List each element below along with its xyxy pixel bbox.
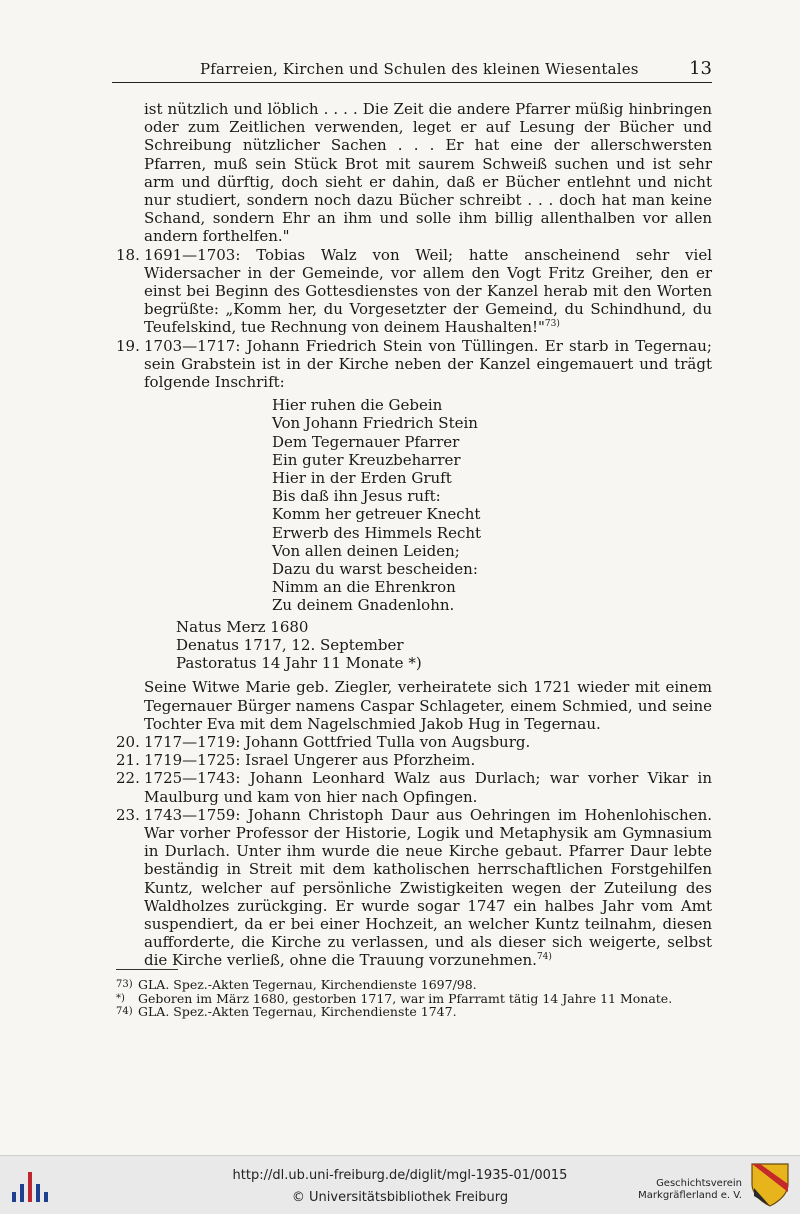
permalink-url[interactable]: http://dl.ub.uni-freiburg.de/diglit/mgl-1935-01/0015	[232, 1168, 568, 1183]
entry-number: 18.	[116, 245, 140, 264]
poem-line: Dem Tegernauer Pfarrer	[272, 432, 460, 451]
latin-line: Pastoratus 14 Jahr 11 Monate *)	[176, 654, 422, 673]
footnote-rule	[116, 969, 178, 970]
poem-line: Bis daß ihn Jesus ruft:	[272, 487, 441, 506]
entry-text: 1725—1743: Johann Leonhard Walz aus Durlach; war vorher Vikar in Maulburg und kam von hier nach Opfingen.	[144, 769, 712, 806]
entry-number: 23.	[116, 805, 140, 824]
coat-of-arms-icon[interactable]	[750, 1162, 790, 1208]
footnote	[116, 992, 716, 1006]
viewer-footer	[0, 1155, 800, 1214]
main-text	[116, 100, 712, 970]
entry-22	[116, 769, 712, 805]
poem-line: Hier ruhen die Gebein	[272, 396, 443, 415]
footnote	[116, 1005, 716, 1019]
poem-line: Dazu du warst bescheiden:	[272, 560, 478, 579]
poem-line: Hier in der Erden Gruft	[272, 469, 452, 488]
society-line: Geschichtsverein	[656, 1178, 742, 1189]
footnote-text: GLA. Spez.-Akten Tegernau, Kirchendienste 1747.	[138, 1004, 457, 1019]
footnote-text: Geboren im März 1680, gestorben 1717, war im Pfarramt tätig 14 Jahre 11 Monate.	[138, 990, 673, 1006]
entry-number: 20.	[116, 732, 140, 751]
entry-text: 1717—1719: Johann Gottfried Tulla von Augsburg.	[144, 732, 531, 751]
footnote-mark: 73)	[116, 979, 133, 990]
entry-text: 1719—1725: Israel Ungerer aus Pforzheim.	[144, 751, 476, 770]
footnote-ref: 73)	[544, 319, 560, 330]
latin-line: Denatus 1717, 12. September	[176, 635, 404, 654]
footnote	[116, 978, 716, 992]
latin-line: Natus Merz 1680	[176, 617, 309, 636]
footnotes	[116, 978, 716, 1019]
poem-line: Von allen deinen Leiden;	[272, 541, 460, 560]
entry-18	[116, 246, 712, 337]
entry-number: 22.	[116, 769, 140, 788]
entry-number: 19.	[116, 336, 140, 355]
poem-line: Erwerb des Himmels Recht	[272, 523, 482, 542]
poem-line: Ein guter Kreuzbeharrer	[272, 450, 461, 469]
poem-line: Von Johann Friedrich Stein	[272, 414, 478, 433]
entry-19	[116, 337, 712, 392]
society-line: Markgräflerland e. V.	[638, 1190, 742, 1201]
entry-21	[116, 751, 712, 769]
footnote-ref: 74)	[536, 952, 552, 963]
poem-line: Zu deinem Gnadenlohn.	[272, 596, 455, 615]
poem-line: Nimm an die Ehrenkron	[272, 578, 456, 597]
widow-paragraph: Seine Witwe Marie geb. Ziegler, verheiratete sich 1721 wieder mit einem Tegernauer Bürger namens Caspar Schlageter, einem Schmied, und seine Tochter Eva mit dem Nagelschmied Jakob Hug in Tegernau.	[144, 678, 712, 733]
entry-23	[116, 806, 712, 970]
entry-text: 1691—1703: Tobias Walz von Weil; hatte anscheinend sehr viel Widersacher in der Gemeinde, vor allem den Vogt Fritz Greiher, den er einst bei Beginn des Gottesdienstes von der Kanzel herab mit den Worten begrüßte: „Komm her, du Vorgesetzter der Gemeind, du Schindhund, du Teufelskind, tue Rechnung von deinem Haushalten!"	[144, 245, 712, 337]
life-dates	[116, 618, 712, 673]
entry-20	[116, 733, 712, 751]
page-number: 13	[689, 58, 712, 79]
running-header	[112, 60, 712, 83]
footnote-text: GLA. Spez.-Akten Tegernau, Kirchendienste 1697/98.	[138, 977, 477, 992]
society-name	[638, 1178, 742, 1202]
footnote-mark: 74)	[116, 1006, 133, 1017]
entry-number: 21.	[116, 751, 140, 770]
poem-line: Komm her getreuer Knecht	[272, 505, 481, 524]
footnote-mark: *)	[116, 992, 125, 1004]
continued-quote: ist nützlich und löblich . . . . Die Zeit die andere Pfarrer müßig hinbringen oder zum Zeitlichen verwenden, leget er auf Lesung der Bücher und Schreibung nützlicher Sachen . . . Er hat eine der allerschwersten Pfarren, muß sein Stück Brot mit saurem Schweiß suchen und ist sehr arm und dürftig, doch sieht er dahin, daß er Bücher entlehnt und nicht nur studiert, sondern noch dazu Bücher schreibt . . . doch hat man keine Schand, sondern Ehr an ihm und solle ihm billig allenthalben vor allen andern forthelfen."	[144, 100, 712, 246]
entry-text: 1703—1717: Johann Friedrich Stein von Tüllingen. Er starb in Tegernau; sein Grabstein ist in der Kirche neben der Kanzel eingemauert und trägt folgende Inschrift:	[144, 336, 712, 392]
running-title: Pfarreien, Kirchen und Schulen des kleinen Wiesentales	[200, 60, 639, 78]
copyright-notice: © Universitätsbibliothek Freiburg	[291, 1190, 509, 1205]
grave-inscription	[116, 396, 712, 614]
entry-text: 1743—1759: Johann Christoph Daur aus Oehringen im Hohenlohischen. War vorher Professor der Historie, Logik und Metaphysik am Gymnasium in Durlach. Unter ihm wurde die neue Kirche gebaut. Pfarrer Daur lebte beständig in Streit mit dem katholischen herrschaftlichen Forstgehilfen Kuntz, welcher auf persönliche Zwistigkeiten wegen der Zuteilung des Waldholzes zurückging. Er wurde sogar 1747 ein halbes Jahr vom Amt suspendiert, da er bei einer Hochzeit, an welcher Kuntz teilnahm, diesen aufforderte, die Kirche zu verlassen, und als dieser sich weigerte, selbst die Kirche verließ, ohne die Trauung vorzunehmen.	[144, 805, 712, 970]
